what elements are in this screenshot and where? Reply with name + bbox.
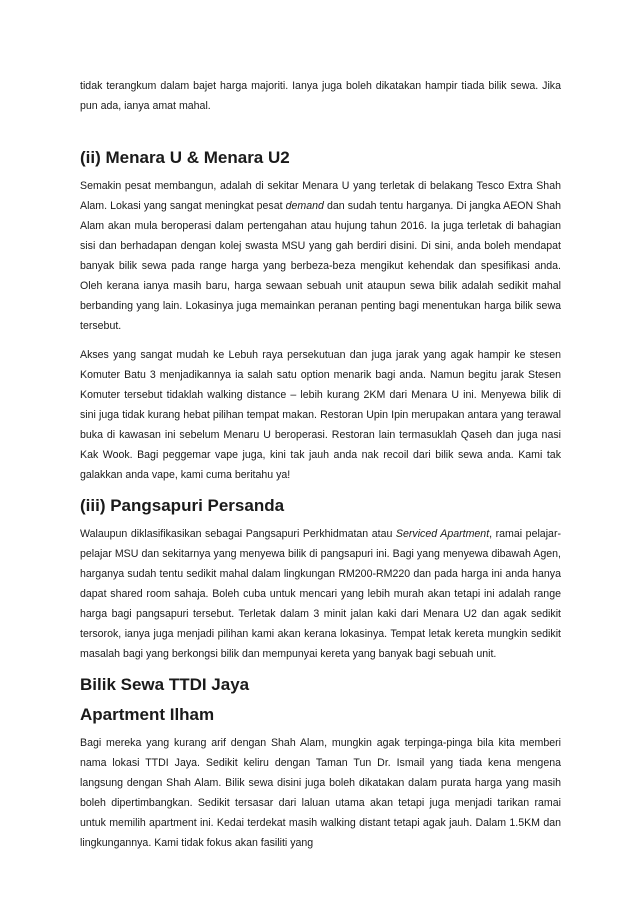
pangsapuri-p1-emphasis: Serviced Apartment [395,528,490,540]
ilham-paragraph-1: Bagi mereka yang kurang arif dengan Shah Alam, mungkin agak terpinga-pinga bila kita memberi nama lokasi TTDI Jaya. Sedikit keliru dengan Taman Tun Dr. Ismail yang tiada kena mengena langsung dengan Shah Alam. Bilik sewa disini juga boleh dikatakan dalam purata harga yang masih boleh dipertimbangkan. Sedikit tersasar dari laluan utama akan tetapi juga menjadi tarikan ramai untuk memilih apartment ini. Kedai terdekat masih walking distant tetapi agak jauh. Dalam 1.5KM dan lingkungannya. Kami tidak fokus akan fasiliti yang [80,737,561,849]
menara-p1-text-b: dan sudah tentu harganya. Di jangka AEON Shah Alam akan mula beroperasi dalam pertengahan atau hujung tahun 2016. Ia juga terletak di bahagian sisi dan berhadapan dengan kolej swasta MSU yang gah berdiri disini. Di sini, anda boleh mendapat banyak bilik sewa pada range harga yang berbeza-beza mengikut kehendak dan spesifikasi anda. Oleh kerana ianya masih baru, harga sewaan sebuah unit ataupun sewa bilik adalah sedikit mahal berbanding yang lain. Lokasinya juga memainkan peranan penting bagi menentukan harga bilik sewa tersebut. [80,200,561,332]
pangsapuri-p1-text-a: Walaupun diklasifikasikan sebagai Pangsapuri Perkhidmatan atau [80,528,396,540]
section-heading-menara-u: (ii) Menara U & Menara U2 [80,148,290,167]
intro-paragraph: tidak terangkum dalam bajet harga majoriti. Ianya juga boleh dikatakan hampir tiada bilik sewa. Jika pun ada, ianya amat mahal. [80,80,561,112]
section-heading-pangsapuri: (iii) Pangsapuri Persanda [80,496,285,515]
pangsapuri-p1-text-b: , ramai pelajar-pelajar MSU dan sekitarnya yang menyewa bilik di pangsapuri ini. Bagi yang menyewa dibawah Agen, harganya sudah tentu sedikit mahal dalam lingkungan RM200-RM220 dan pada harga ini anda hanya dapat shared room sahaja. Boleh cuba untuk mencari yang lebih murah akan tetapi ini adalah range harga bagi pangsapuri tersebut. Terletak dalam 3 minit jalan kaki dari Menara U2 dan agak sedikit tersorok, ianya juga menjadi pilihan kami akan kerana lokasinya. Tempat letak kereta mungkin sedikit masalah bagi yang berkongsi bilik dan mempunyai kereta yang banyak bagi sebuah unit. [80,528,562,660]
menara-paragraph-1 [80,176,561,336]
menara-p1-text-a: Semakin pesat membangun, adalah di sekitar Menara U yang terletak di belakang Tesco Extra Shah Alam. Lokasi yang sangat meningkat pesat [80,180,561,212]
menara-p1-emphasis: demand [285,200,324,212]
section-heading-apartment-ilham: Apartment Ilham [80,705,215,724]
pangsapuri-paragraph-1 [80,524,561,664]
section-heading-ttdi-jaya: Bilik Sewa TTDI Jaya [80,675,250,694]
page-content [80,76,561,862]
menara-paragraph-2: Akses yang sangat mudah ke Lebuh raya persekutuan dan juga jarak yang agak hampir ke stesen Komuter Batu 3 menjadikannya ia salah satu option menarik bagi anda. Namun begitu jarak Stesen Komuter tersebut tidaklah walking distance – lebih kurang 2KM dari Menara U ini. Menyewa bilik di sini juga tidak kurang hebat pilihan tempat makan. Restoran Upin Ipin merupakan antara yang terawal buka di kawasan ini sebelum Menaru U beroperasi. Restoran lain termasuklah Qaseh dan juga nasi Kak Wook. Bagi peggemar vape juga, kini tak jauh anda nak recoil dari bilik sewa anda. Kami tak galakkan anda vape, kami cuma beritahu ya! [80,349,561,481]
